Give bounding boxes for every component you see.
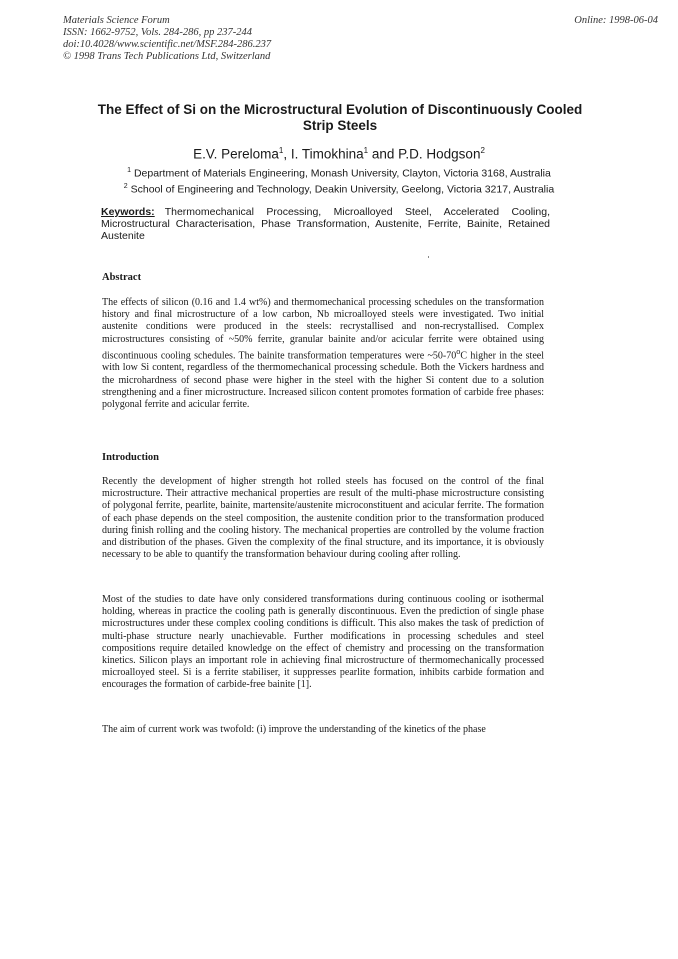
author-name: E.V. Pereloma	[193, 146, 279, 162]
author-separator: ,	[283, 146, 291, 162]
affiliation-mark: 1	[127, 167, 132, 174]
author-name: P.D. Hodgson	[398, 146, 481, 162]
degree-mark: o	[456, 346, 461, 356]
abstract-text	[102, 297, 544, 411]
page-header	[63, 15, 658, 63]
keywords-label: Keywords:	[101, 206, 155, 218]
paragraph: Recently the development of higher strength hot rolled steels has focused on the control of the final microstructure. Their attractive mechanical properties are result of the multi-phase microstructure consisting of polygonal ferrite, pearlite, bainite, martensite/austenite microconstituent and acicular ferrite. The formation of each phase depends on the steel composition, the austenite condition prior to the transformation produced during finish rolling and the cooling history. The mechanical properties are controlled by the volume fraction and distribution of the phases. Given the complexity of the final structure, and its importance, it is obviously necessary to be able to quantify the transformation behaviour during cooling after rolling.	[102, 476, 544, 561]
journal-info	[63, 15, 658, 63]
issn-line: ISSN: 1662-9752, Vols. 284-286, pp 237-244	[63, 27, 252, 38]
affiliation-text: Department of Materials Engineering, Monash University, Clayton, Victoria 3168, Australia	[131, 167, 551, 180]
affiliation	[0, 183, 678, 196]
doi-line: doi:10.4028/www.scientific.net/MSF.284-286.237	[63, 39, 272, 50]
author-affiliation-mark: 2	[480, 146, 485, 155]
affiliation	[0, 167, 678, 180]
affiliation-mark: 2	[123, 183, 128, 190]
copyright-line: © 1998 Trans Tech Publications Ltd, Switzerland	[63, 51, 271, 62]
paragraph: The aim of current work was twofold: (i) improve the understanding of the kinetics of the phase	[102, 724, 486, 735]
author-separator: and	[368, 146, 399, 162]
abstract-text-part: C higher in the steel with low Si content, regardless of the thermomechanical processing schedule. Both the Vickers hardness and the microhardness of second phase were higher in the steel with the higher Si content due to a solution strengthening and a finer microstructure. Increased silicon content promotes formation of carbide free phases: polygonal ferrite and acicular ferrite.	[102, 350, 544, 410]
author-name: I. Timokhina	[290, 146, 364, 162]
journal-name: Materials Science Forum	[63, 15, 170, 26]
author-affiliation-mark: 1	[363, 146, 369, 155]
affiliation-text: School of Engineering and Technology, Deakin University, Geelong, Victoria 3217, Australia	[127, 183, 555, 196]
author-affiliation-mark: 1	[278, 146, 284, 155]
keywords	[101, 206, 550, 242]
introduction-heading: Introduction	[102, 452, 159, 463]
abstract-text-part: The effects of silicon (0.16 and 1.4 wt%) and thermomechanical processing schedules on the transformation history and final microstructure of a low carbon, Nb microalloyed steels were investigated. Two initial austenite conditions were produced in the steels: recrystallised and non-recrystallised. Complex microstructures consisting of ~50% ferrite, granular bainite and/or acicular ferrite were obtained using discontinuous cooling schedules. The bainite transformation temperatures were ~50-70	[102, 297, 544, 362]
keywords-text: Thermomechanical Processing, Microalloyed Steel, Accelerated Cooling, Microstructural Characterisation, Phase Transformation, Austenite, Ferrite, Bainite, Retained Austenite	[101, 206, 550, 242]
abstract-heading: Abstract	[102, 272, 142, 283]
paragraph: Most of the studies to date have only considered transformations during continuous cooling or isothermal holding, whereas in practice the cooling path is generally discontinuous. Even the prediction of single phase microstructures under these complex cooling conditions is difficult. This also makes the task of prediction of multi-phase structure nearly unachievable. Further modifications in processing schedules and steel compositions require detailed knowledge on the effect of chemistry and processing on the transformation kinetics. Silicon plays an important role in achieving final microstructure of thermomechanically processed microalloyed steel. Si is a ferrite stabiliser, it suppresses pearlite formation, inhibits carbide formation and encourages the formation of carbide-free bainite [1].	[102, 594, 544, 691]
author-list	[0, 146, 678, 162]
scan-speck	[428, 256, 429, 258]
paper-title: The Effect of Si on the Microstructural Evolution of Discontinuously Cooled Strip Steels	[97, 102, 583, 133]
online-date: Online: 1998-06-04	[574, 15, 658, 26]
